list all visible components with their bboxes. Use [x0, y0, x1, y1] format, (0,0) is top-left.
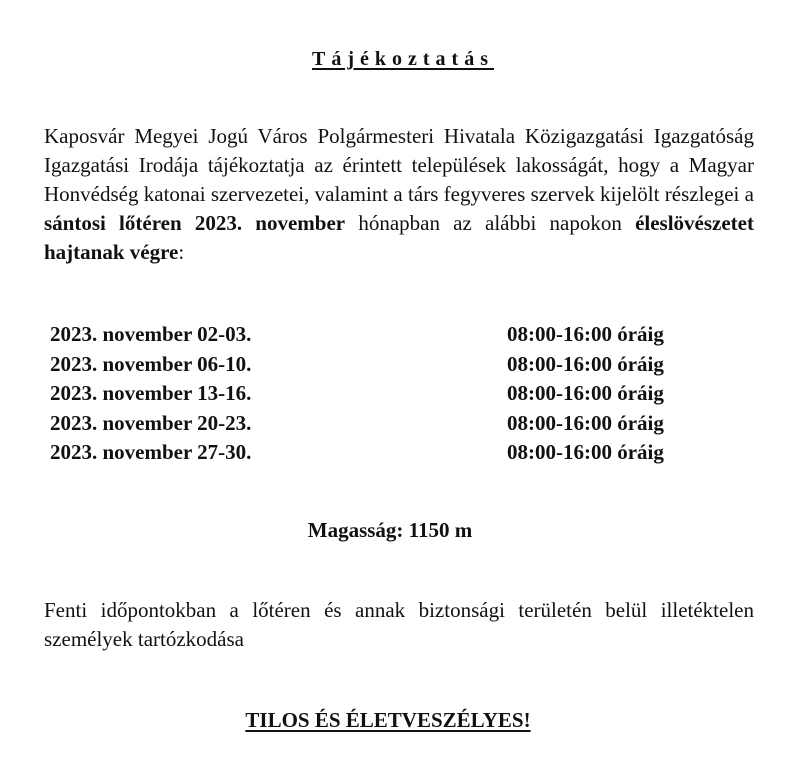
schedule-time: 08:00-16:00 óráig — [507, 410, 664, 435]
schedule-time: 08:00-16:00 óráig — [507, 440, 664, 464]
schedule-date: 2023. november 27-30. — [50, 440, 252, 464]
schedule-row — [50, 379, 700, 409]
schedule-row — [50, 438, 700, 468]
warning-heading: TILOS ÉS ÉLETVESZÉLYES! — [245, 708, 531, 732]
schedule-row — [50, 350, 700, 380]
intro-text-2: hónapban az alábbi napokon — [345, 211, 636, 235]
document-title: Tájékoztatás — [312, 48, 494, 70]
schedule-time: 08:00-16:00 óráig — [507, 381, 664, 405]
schedule-date: 2023. november 20-23. — [50, 410, 252, 435]
altitude-line: Magasság: 1150 m — [307, 518, 473, 542]
schedule-time: 08:00-16:00 óráig — [507, 351, 664, 376]
intro-bold-location: sántosi lőtéren 2023. november — [44, 211, 346, 235]
notice-paragraph: Fenti időpontokban a lőtéren és annak biztonsági területén belül illetéktelen személyek tartózkodása — [44, 598, 754, 651]
schedule-row — [50, 320, 700, 350]
schedule-time: 08:00-16:00 óráig — [507, 322, 664, 346]
schedule-list — [50, 320, 700, 468]
intro-paragraph — [44, 122, 754, 267]
schedule-date: 2023. november 06-10. — [50, 351, 252, 376]
schedule-row — [50, 409, 700, 439]
intro-text-1: Kaposvár Megyei Jogú Város Polgármesteri Hivatala Közigazgatási Igazgatóság Igazgatási Irodája tájékoztatja az érintett települések lakosságát, hogy a Magyar Honvédség katonai szervezetei, valamint a társ fegyveres szervek kijelölt részlegei a — [44, 124, 754, 206]
schedule-date: 2023. november 02-03. — [50, 322, 252, 346]
intro-text-3: : — [178, 240, 185, 264]
schedule-date: 2023. november 13-16. — [50, 381, 252, 405]
intro-bold-action: éleslövészetet hajtanak végre — [44, 211, 754, 264]
